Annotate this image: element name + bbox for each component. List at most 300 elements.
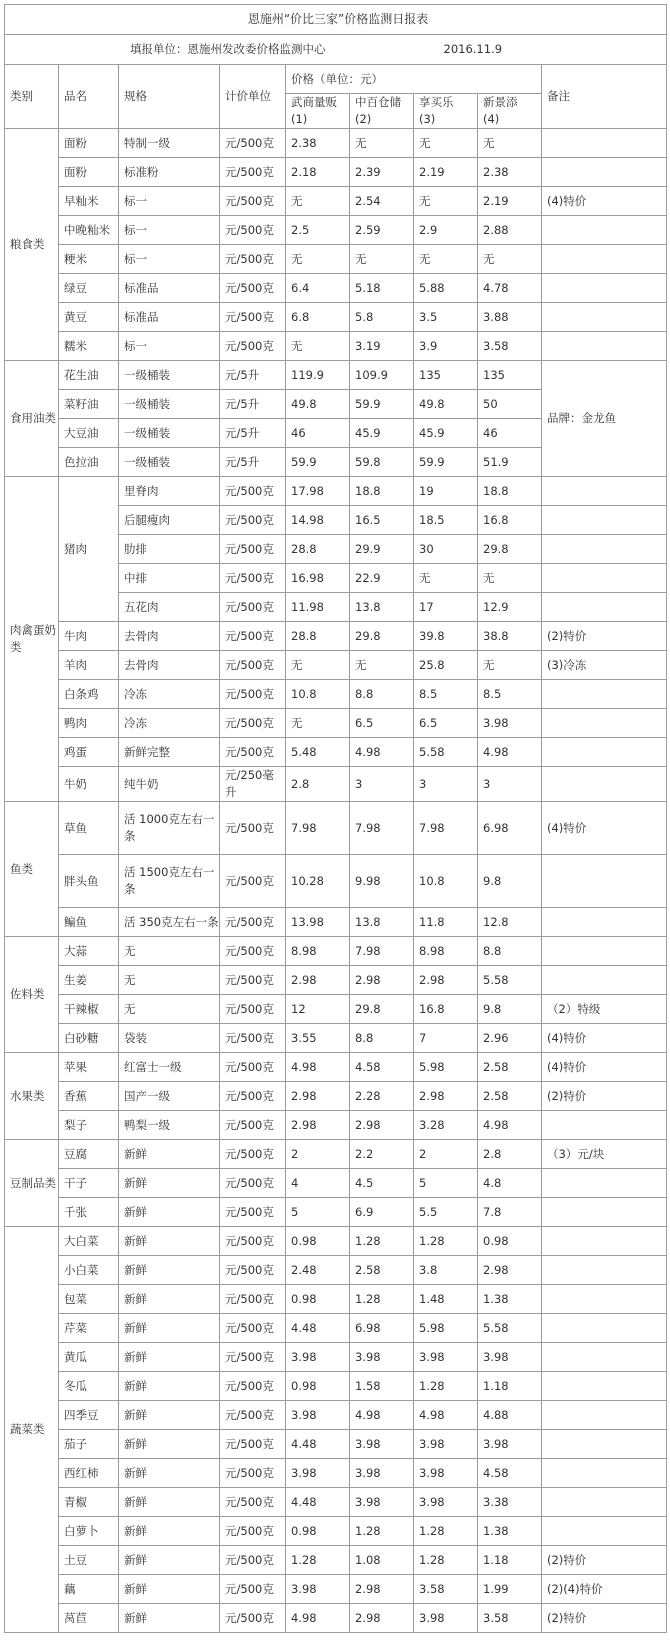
item-unit: 元/500克 [220,1343,286,1372]
table-row [5,937,667,966]
item-name: 大蒜 [59,937,119,966]
price-wushang: 17.98 [286,477,350,506]
price-xinjingtian: 4.98 [478,738,542,767]
price-zhongbai: 2.28 [350,1082,414,1111]
price-xinjingtian: 135 [478,361,542,390]
item-unit: 元/500克 [220,1604,286,1633]
item-name: 藕 [59,1575,119,1604]
price-zhongbai: 2.59 [350,216,414,245]
item-unit: 元/500克 [220,1169,286,1198]
price-zhongbai: 2.98 [350,966,414,995]
price-xiangmaile: 3.9 [414,332,478,361]
price-zhongbai: 59.8 [350,448,414,477]
item-name: 白砂糖 [59,1024,119,1053]
price-xinjingtian: 1.38 [478,1285,542,1314]
category-cell: 水果类 [5,1053,59,1140]
item-name: 鸭肉 [59,709,119,738]
price-wushang: 8.98 [286,937,350,966]
price-xinjingtian: 2.98 [478,1256,542,1285]
item-unit: 元/500克 [220,216,286,245]
item-spec: 新鲜 [119,1517,220,1546]
category-note: 品牌：金龙鱼 [542,361,667,477]
price-xiangmaile: 3.98 [414,1604,478,1633]
item-spec: 新鲜 [119,1459,220,1488]
item-spec: 活 1000克左右一条 [119,802,220,855]
item-note: （2）特级 [542,995,667,1024]
item-spec: 新鲜完整 [119,738,220,767]
price-zhongbai: 3.98 [350,1430,414,1459]
table-row [5,651,667,680]
item-note [542,1314,667,1343]
price-xinjingtian: 3.58 [478,332,542,361]
table-row [5,1082,667,1111]
table-row [5,1314,667,1343]
price-wushang: 13.98 [286,908,350,937]
price-xinjingtian: 2.58 [478,1082,542,1111]
price-xiangmaile: 无 [414,245,478,274]
price-xinjingtian: 3.38 [478,1488,542,1517]
price-wushang: 59.9 [286,448,350,477]
price-zhongbai: 6.98 [350,1314,414,1343]
item-name: 羊肉 [59,651,119,680]
price-zhongbai: 29.8 [350,995,414,1024]
item-spec: 新鲜 [119,1575,220,1604]
price-xinjingtian: 8.8 [478,937,542,966]
item-spec: 无 [119,995,220,1024]
price-wushang: 4.98 [286,1053,350,1082]
price-xiangmaile: 59.9 [414,448,478,477]
item-spec: 标准粉 [119,158,220,187]
item-name: 干辣椒 [59,995,119,1024]
price-zhongbai: 无 [350,129,414,158]
item-spec: 新鲜 [119,1430,220,1459]
price-xiangmaile: 8.98 [414,937,478,966]
table-row [5,1430,667,1459]
item-unit: 元/500克 [220,1053,286,1082]
category-cell: 鱼类 [5,802,59,937]
price-zhongbai: 13.8 [350,908,414,937]
price-xiangmaile: 1.28 [414,1372,478,1401]
price-wushang: 2 [286,1140,350,1169]
price-xinjingtian: 无 [478,129,542,158]
price-zhongbai: 109.9 [350,361,414,390]
item-spec: 活 350克左右一条 [119,908,220,937]
item-spec: 去骨肉 [119,622,220,651]
item-name: 黄瓜 [59,1343,119,1372]
price-xinjingtian: 3.58 [478,1604,542,1633]
price-xiangmaile: 2 [414,1140,478,1169]
price-xinjingtian: 51.9 [478,448,542,477]
price-wushang: 2.48 [286,1256,350,1285]
price-xiangmaile: 无 [414,129,478,158]
price-xinjingtian: 12.9 [478,593,542,622]
price-zhongbai: 1.58 [350,1372,414,1401]
table-row [5,1169,667,1198]
price-wushang: 5.48 [286,738,350,767]
item-unit: 元/500克 [220,477,286,506]
item-name: 包菜 [59,1285,119,1314]
item-note [542,908,667,937]
price-xinjingtian: 6.98 [478,802,542,855]
item-note [542,564,667,593]
table-row [5,361,667,390]
item-unit: 元/250毫升 [220,767,286,802]
item-spec: 红富士一级 [119,1053,220,1082]
item-spec: 后腿瘦肉 [119,506,220,535]
item-note [542,1488,667,1517]
item-unit: 元/500克 [220,1546,286,1575]
price-xiangmaile: 3.8 [414,1256,478,1285]
price-xiangmaile: 2.9 [414,216,478,245]
price-xiangmaile: 2.98 [414,966,478,995]
price-xiangmaile: 5.5 [414,1198,478,1227]
header-category: 类别 [5,65,59,129]
price-xinjingtian: 4.88 [478,1401,542,1430]
price-xinjingtian: 1.38 [478,1517,542,1546]
item-unit: 元/500克 [220,564,286,593]
price-wushang: 无 [286,651,350,680]
price-xinjingtian: 46 [478,419,542,448]
price-xiangmaile: 2.19 [414,158,478,187]
item-note [542,767,667,802]
price-wushang: 16.98 [286,564,350,593]
price-wushang: 28.8 [286,535,350,564]
price-xiangmaile: 5.58 [414,738,478,767]
item-note [542,1227,667,1256]
price-zhongbai: 1.28 [350,1285,414,1314]
item-unit: 元/500克 [220,622,286,651]
table-row [5,966,667,995]
price-zhongbai: 29.8 [350,622,414,651]
category-cell: 蔬菜类 [5,1227,59,1633]
item-note [542,855,667,908]
item-name: 西红柿 [59,1459,119,1488]
price-xinjingtian: 18.8 [478,477,542,506]
price-wushang: 3.55 [286,1024,350,1053]
item-name: 芹菜 [59,1314,119,1343]
price-xiangmaile: 7.98 [414,802,478,855]
header-store: 新景添 (4) [478,94,542,129]
item-unit: 元/500克 [220,129,286,158]
table-row [5,1343,667,1372]
price-wushang: 14.98 [286,506,350,535]
price-wushang: 5 [286,1198,350,1227]
item-note [542,593,667,622]
item-spec: 五花肉 [119,593,220,622]
price-zhongbai: 5.18 [350,274,414,303]
price-xinjingtian: 2.38 [478,158,542,187]
item-name: 牛肉 [59,622,119,651]
price-xinjingtian: 4.58 [478,1459,542,1488]
price-zhongbai: 6.9 [350,1198,414,1227]
item-name: 白萝卜 [59,1517,119,1546]
table-row [5,738,667,767]
item-note: (2)特价 [542,1604,667,1633]
price-xiangmaile: 无 [414,564,478,593]
item-note [542,1256,667,1285]
price-wushang: 4.48 [286,1314,350,1343]
item-name: 粳米 [59,245,119,274]
item-unit: 元/500克 [220,995,286,1024]
header-unit: 计价单位 [220,65,286,129]
price-zhongbai: 16.5 [350,506,414,535]
item-name: 青椒 [59,1488,119,1517]
item-note [542,332,667,361]
item-name: 面粉 [59,129,119,158]
table-row [5,129,667,158]
item-unit: 元/5升 [220,361,286,390]
price-wushang: 11.98 [286,593,350,622]
price-zhongbai: 29.9 [350,535,414,564]
item-unit: 元/500克 [220,1459,286,1488]
price-wushang: 0.98 [286,1372,350,1401]
price-zhongbai: 2.54 [350,187,414,216]
header-store: 中百仓储 (2) [350,94,414,129]
category-cell: 肉禽蛋奶类 [5,477,59,802]
price-zhongbai: 2.2 [350,1140,414,1169]
item-unit: 元/500克 [220,1227,286,1256]
item-spec: 一级桶装 [119,390,220,419]
price-table [4,4,667,1633]
item-unit: 元/500克 [220,1314,286,1343]
item-spec: 标准品 [119,303,220,332]
table-row [5,855,667,908]
item-spec: 新鲜 [119,1314,220,1343]
price-wushang: 46 [286,419,350,448]
price-xiangmaile: 6.5 [414,709,478,738]
price-xiangmaile: 3.98 [414,1430,478,1459]
item-spec: 鸭梨一级 [119,1111,220,1140]
table-row [5,1198,667,1227]
item-spec: 一级桶装 [119,419,220,448]
price-xiangmaile: 11.8 [414,908,478,937]
item-note [542,1111,667,1140]
price-xinjingtian: 3.98 [478,1343,542,1372]
price-xinjingtian: 1.99 [478,1575,542,1604]
item-unit: 元/500克 [220,506,286,535]
table-row [5,1024,667,1053]
item-spec: 中排 [119,564,220,593]
item-unit: 元/500克 [220,651,286,680]
price-zhongbai: 8.8 [350,1024,414,1053]
price-wushang: 12 [286,995,350,1024]
price-xiangmaile: 8.5 [414,680,478,709]
price-wushang: 无 [286,332,350,361]
item-spec: 一级桶装 [119,448,220,477]
table-row [5,1517,667,1546]
price-xinjingtian: 5.58 [478,1314,542,1343]
price-zhongbai: 6.5 [350,709,414,738]
item-spec: 新鲜 [119,1343,220,1372]
price-zhongbai: 1.28 [350,1227,414,1256]
item-unit: 元/500克 [220,709,286,738]
price-xinjingtian: 无 [478,245,542,274]
price-xinjingtian: 8.5 [478,680,542,709]
price-xiangmaile: 19 [414,477,478,506]
item-unit: 元/500克 [220,1082,286,1111]
item-name: 猪肉 [59,477,119,622]
table-row [5,1575,667,1604]
item-note [542,966,667,995]
table-row [5,680,667,709]
price-wushang: 10.8 [286,680,350,709]
price-xiangmaile: 4.98 [414,1401,478,1430]
price-xinjingtian: 无 [478,564,542,593]
item-note [542,158,667,187]
price-xinjingtian: 3 [478,767,542,802]
item-name: 千张 [59,1198,119,1227]
price-xinjingtian: 无 [478,651,542,680]
item-unit: 元/500克 [220,680,286,709]
header-store: 享买乐 (3) [414,94,478,129]
category-cell: 食用油类 [5,361,59,477]
item-name: 小白菜 [59,1256,119,1285]
item-name: 苹果 [59,1053,119,1082]
price-wushang: 10.28 [286,855,350,908]
price-xinjingtian: 5.58 [478,966,542,995]
price-wushang: 119.9 [286,361,350,390]
item-note [542,709,667,738]
price-xiangmaile: 10.8 [414,855,478,908]
price-xiangmaile: 45.9 [414,419,478,448]
item-name: 干子 [59,1169,119,1198]
item-unit: 元/500克 [220,1517,286,1546]
price-wushang: 3.98 [286,1401,350,1430]
reporting-unit: 填报单位：恩施州发改委价格监测中心 [130,42,326,56]
price-xiangmaile: 2.98 [414,1082,478,1111]
item-unit: 元/5升 [220,390,286,419]
price-wushang: 4.48 [286,1430,350,1459]
price-xiangmaile: 3.5 [414,303,478,332]
item-name: 牛奶 [59,767,119,802]
item-spec: 国产一级 [119,1082,220,1111]
item-note: (4)特价 [542,1053,667,1082]
price-xinjingtian: 3.88 [478,303,542,332]
item-spec: 无 [119,966,220,995]
item-unit: 元/500克 [220,1285,286,1314]
item-spec: 新鲜 [119,1488,220,1517]
table-row [5,274,667,303]
item-unit: 元/500克 [220,1256,286,1285]
price-wushang: 0.98 [286,1227,350,1256]
item-name: 四季豆 [59,1401,119,1430]
item-note [542,1430,667,1459]
price-xiangmaile: 1.28 [414,1546,478,1575]
item-spec: 纯牛奶 [119,767,220,802]
item-spec: 活 1500克左右一条 [119,855,220,908]
price-xinjingtian: 7.8 [478,1198,542,1227]
item-unit: 元/500克 [220,908,286,937]
item-name: 莴苣 [59,1604,119,1633]
price-xiangmaile: 无 [414,187,478,216]
item-unit: 元/500克 [220,332,286,361]
item-unit: 元/500克 [220,1372,286,1401]
item-note [542,1401,667,1430]
table-row [5,1401,667,1430]
item-note [542,738,667,767]
price-xiangmaile: 17 [414,593,478,622]
price-wushang: 7.98 [286,802,350,855]
item-name: 鳊鱼 [59,908,119,937]
price-xiangmaile: 1.28 [414,1227,478,1256]
price-zhongbai: 13.8 [350,593,414,622]
item-spec: 冷冻 [119,680,220,709]
price-xiangmaile: 3.98 [414,1343,478,1372]
item-unit: 元/500克 [220,535,286,564]
table-row [5,1053,667,1082]
price-wushang: 1.28 [286,1546,350,1575]
item-name: 冬瓜 [59,1372,119,1401]
price-zhongbai: 无 [350,651,414,680]
price-xinjingtian: 3.98 [478,1430,542,1459]
price-xinjingtian: 50 [478,390,542,419]
table-row [5,158,667,187]
item-note [542,303,667,332]
item-unit: 元/500克 [220,245,286,274]
price-wushang: 4 [286,1169,350,1198]
price-xiangmaile: 1.48 [414,1285,478,1314]
item-name: 色拉油 [59,448,119,477]
item-unit: 元/500克 [220,593,286,622]
item-unit: 元/500克 [220,1401,286,1430]
table-row [5,1459,667,1488]
price-xiangmaile: 5.98 [414,1053,478,1082]
item-name: 生姜 [59,966,119,995]
price-zhongbai: 45.9 [350,419,414,448]
item-unit: 元/500克 [220,1140,286,1169]
item-spec: 袋装 [119,1024,220,1053]
price-wushang: 2.98 [286,966,350,995]
price-xiangmaile: 5.98 [414,1314,478,1343]
price-wushang: 无 [286,245,350,274]
item-unit: 元/500克 [220,1111,286,1140]
price-wushang: 6.8 [286,303,350,332]
price-zhongbai: 2.58 [350,1256,414,1285]
item-name: 香蕉 [59,1082,119,1111]
price-wushang: 2.98 [286,1082,350,1111]
item-name: 绿豆 [59,274,119,303]
price-xiangmaile: 3.98 [414,1488,478,1517]
price-xiangmaile: 3.58 [414,1575,478,1604]
report-date: 2016.11.9 [443,42,503,56]
item-name: 茄子 [59,1430,119,1459]
table-row [5,303,667,332]
item-name: 胖头鱼 [59,855,119,908]
item-spec: 新鲜 [119,1256,220,1285]
item-unit: 元/500克 [220,937,286,966]
price-xiangmaile: 3.28 [414,1111,478,1140]
item-spec: 新鲜 [119,1401,220,1430]
item-spec: 一级桶装 [119,361,220,390]
item-name: 草鱼 [59,802,119,855]
table-row [5,216,667,245]
table-row [5,1604,667,1633]
item-name: 早籼米 [59,187,119,216]
price-wushang: 2.8 [286,767,350,802]
table-row [5,1140,667,1169]
item-note [542,245,667,274]
price-xiangmaile: 1.28 [414,1517,478,1546]
item-unit: 元/5升 [220,419,286,448]
price-xinjingtian: 9.8 [478,995,542,1024]
item-note: (2)(4)特价 [542,1575,667,1604]
item-note: (4)特价 [542,802,667,855]
item-spec: 新鲜 [119,1285,220,1314]
item-note: （3）元/块 [542,1140,667,1169]
item-spec: 新鲜 [119,1372,220,1401]
item-note [542,129,667,158]
item-spec: 标一 [119,332,220,361]
